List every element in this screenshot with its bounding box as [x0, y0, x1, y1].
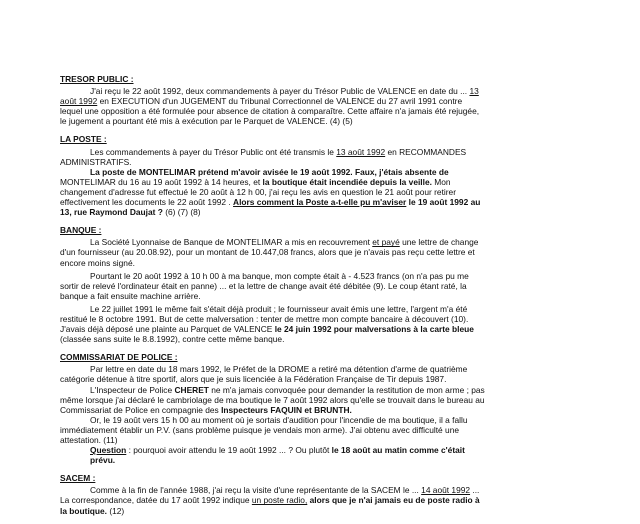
- paragraph: [60, 237, 485, 267]
- bold-text: la boutique était incendiée depuis la veille.: [262, 176, 432, 187]
- bold-text: le 24 juin 1992 pour malversations à la carte bleue: [274, 324, 474, 335]
- paragraph: [60, 86, 485, 126]
- section-commissariat: [60, 352, 485, 465]
- paragraph: Or, le 19 août vers 15 h 00 au moment où je sortais d'audition pour l'incendie de ma boutique, il a fallu immédiatement établir un P.V. (sans problème puisque je vendais mon arme). J'ai obtenu avec difficulté une attestation. (11): [60, 414, 468, 445]
- question-label: Question: [90, 445, 127, 456]
- underlined-date: 14 août 1992: [421, 485, 471, 496]
- section-la-poste: [60, 134, 485, 217]
- paragraph: [60, 167, 485, 217]
- paragraph: [60, 485, 485, 515]
- underlined-text: un poste radio,: [251, 495, 308, 506]
- text: Les commandements à payer du Trésor Public ont été transmis le: [90, 146, 334, 157]
- paragraph: [60, 304, 485, 344]
- section-tresor-public: [60, 74, 485, 126]
- text: ne m'a jamais convoquée pour demander la restitution de mon arme ; pas même lorsque j'ai déclaré le cambriolage de ma boutique le 7 août 1992 alors qu'elle se trouvait dans le bureau au Commissariat de Police en compagnie des: [60, 384, 485, 415]
- bold-text: le 19 août 1992 au 13, rue Raymond Daujat ?: [60, 197, 481, 218]
- section-heading: SACEM :: [60, 473, 96, 484]
- references: (12): [109, 505, 125, 516]
- paragraph: Par lettre en date du 18 mars 1992, le Préfet de la DROME a retiré ma détention d'arme de quatrième catégorie détenue à titre sportif, alors que je suis licenciée à la Fédération Française de Tir depuis 1987.: [60, 364, 468, 385]
- bold-text: le 18 août au matin comme c'était prévu.: [90, 445, 465, 466]
- bold-text: La poste de MONTELIMAR prétend m'avoir avisée le 19 août 1992. Faux, j'étais absente de: [90, 166, 449, 177]
- text: MONTELIMAR du 16 au 19 août 1992 à 14 heures, et: [60, 176, 261, 187]
- section-sacem: [60, 473, 485, 515]
- underlined-date: 13 août 1992: [336, 146, 386, 157]
- text: en EXECUTION d'un JUGEMENT du Tribunal Correctionnel de VALENCE du 27 avril 1991 contre lequel une opposition a été formulée pour absence de citation à comparaître. Cette affaire n'a jamais été rejugée, le jugement a pourtant été mis à exécution par le Parquet de VALENCE. (4) (5): [60, 96, 480, 127]
- text: Comme à la fin de l'année 1988, j'ai reçu la visite d'une représentante de la SACEM le ...: [90, 485, 419, 496]
- underlined-date: 13 août 1992: [60, 86, 479, 107]
- paragraph: Pourtant le 20 août 1992 à 10 h 00 à ma banque, mon compte était à - 4.523 francs (on n'a pas pu me sortir de relevé l'ordinateur était en panne) ... et la lettre de change avait été débitée (9). Le coup étant raté, la banque a fait ensuite machine arrière.: [60, 270, 469, 301]
- references: (6) (7) (8): [165, 207, 201, 218]
- document-page: [60, 74, 485, 524]
- text: L'Inspecteur de Police: [90, 384, 173, 395]
- bold-text: CHERET: [174, 384, 209, 395]
- text: La Société Lyonnaise de Banque de MONTELIMAR a mis en recouvrement: [90, 237, 370, 248]
- bold-text: alors que je n'ai jamais eu de poste radio à la boutique.: [60, 495, 480, 516]
- section-heading: TRESOR PUBLIC :: [60, 74, 134, 84]
- section-banque: [60, 225, 485, 344]
- paragraph: [60, 385, 485, 415]
- text: Mon changement d'adresse fut effectué le 20 août à 12 h 00, j'ai reçu les avis en question le 21 août pour retirer effectivement les documents le 22 août 1992 .: [60, 176, 456, 208]
- bold-text: Inspecteurs FAQUIN et BRUNTH.: [221, 404, 352, 415]
- text: (classée sans suite le 8.8.1992), contre cette même banque.: [60, 334, 285, 345]
- paragraph: [60, 445, 485, 465]
- section-heading: BANQUE :: [60, 225, 102, 236]
- underlined-text: et payé: [372, 237, 400, 248]
- section-heading: COMMISSARIAT DE POLICE :: [60, 352, 178, 363]
- paragraph: [60, 147, 485, 167]
- text: en RECOMMANDES ADMINISTRATIFS.: [60, 146, 467, 167]
- text: ... La correspondance, datée du 17 août 1992 indique: [60, 485, 480, 506]
- text: une lettre de change d'un fournisseur (au 20.08.92), pour un montant de 10.447,08 francs, alors que je n'avais pas reçu cette lettre et encore moins signé.: [60, 237, 479, 268]
- text: J'ai reçu le 22 août 1992, deux commandements à payer du Trésor Public de VALENCE en date du ...: [90, 86, 468, 97]
- bold-underlined-text: Alors comment la Poste a-t-elle pu m'aviser: [233, 197, 407, 208]
- text: : pourquoi avoir attendu le 19 août 1992 ... ? Ou plutôt: [128, 445, 330, 456]
- text: Le 22 juillet 1991 le même fait s'était déjà produit ; le fournisseur avait émis une lettre, l'argent m'a été restitué le 8 octobre 1991. But de cette malversation : tenter de mettre mon compte bancaire à découvert (10). J'avais déjà déposé une plainte au Parquet de VALENCE: [60, 303, 469, 335]
- section-heading: LA POSTE :: [60, 134, 107, 145]
